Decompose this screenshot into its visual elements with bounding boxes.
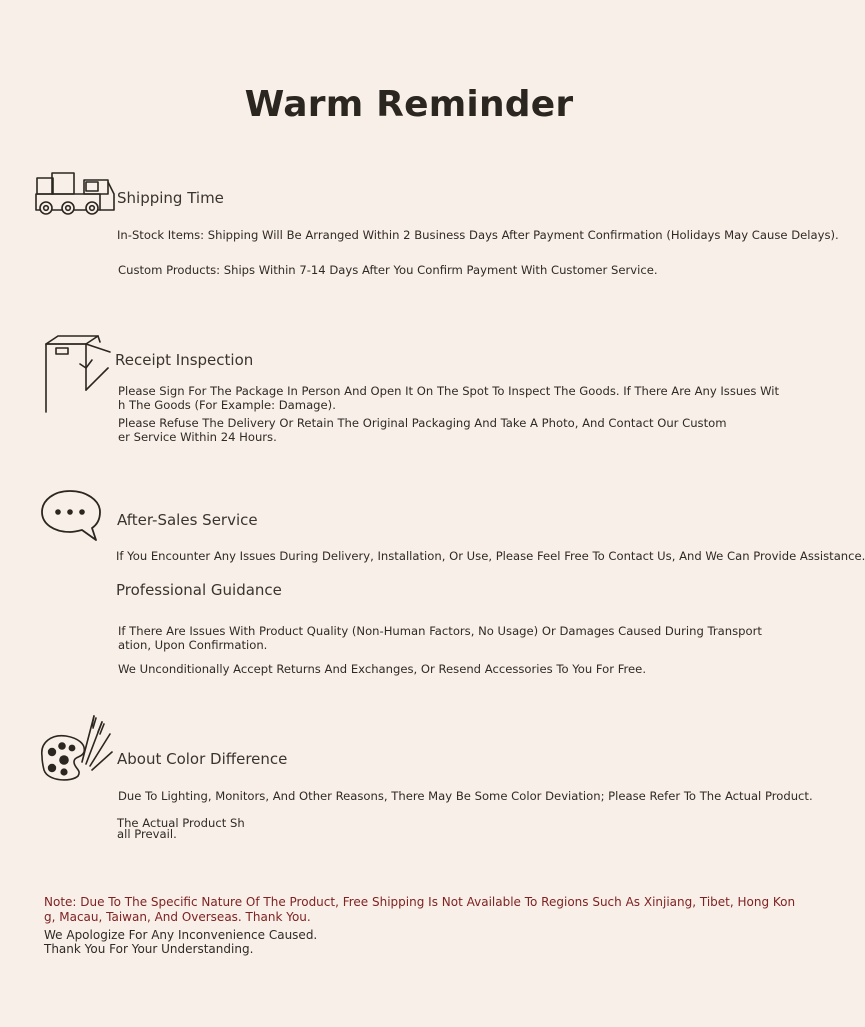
receipt-line-1: Please Sign For The Package In Person And Open It On The Spot To Inspect The Goods. If There Are Any Issues Wit — [118, 384, 780, 398]
apology-text — [44, 928, 317, 956]
shipping-line-1: In-Stock Items: Shipping Will Be Arranged Within 2 Business Days After Payment Confirmation (Holidays May Cause Delays). — [117, 228, 839, 242]
color-line-1: Due To Lighting, Monitors, And Other Reasons, There May Be Some Color Deviation; Please Refer To The Actual Product. — [118, 789, 813, 803]
apology-line-1: We Apologize For Any Inconvenience Caused. — [44, 928, 318, 942]
receipt-line-2: h The Goods (For Example: Damage). — [118, 398, 336, 412]
section-heading-shipping: Shipping Time — [117, 189, 224, 207]
color-line-2: The Actual Product Sh — [117, 816, 245, 830]
guidance-line-1: If There Are Issues With Product Quality (Non-Human Factors, No Usage) Or Damages Caused During Transport — [118, 624, 762, 638]
note-line-2: g, Macau, Taiwan, And Overseas. Thank You. — [44, 910, 311, 924]
guidance-line-2: ation, Upon Confirmation. — [118, 638, 268, 652]
receipt-line-4: er Service Within 24 Hours. — [118, 430, 277, 444]
section-heading-color: About Color Difference — [117, 750, 288, 768]
apology-line-2: Thank You For Your Understanding. — [44, 942, 254, 956]
shipping-line-2: Custom Products: Ships Within 7-14 Days After You Confirm Payment With Customer Service. — [118, 263, 658, 277]
truck-icon — [34, 170, 120, 218]
shipping-note — [44, 895, 796, 925]
guidance-line-3: We Unconditionally Accept Returns And Exchanges, Or Resend Accessories To You For Free. — [118, 662, 646, 676]
section-heading-after-sales: After-Sales Service — [117, 511, 258, 529]
receipt-line-3: Please Refuse The Delivery Or Retain The Original Packaging And Take A Photo, And Contact Our Custom — [118, 416, 727, 430]
color-line-3: all Prevail. — [117, 827, 177, 841]
box-icon — [40, 334, 114, 414]
note-line-1: Note: Due To The Specific Nature Of The Product, Free Shipping Is Not Available To Regions Such As Xinjiang, Tibet, Hong Kon — [44, 895, 796, 909]
page-title: Warm Reminder — [244, 84, 574, 125]
after-sales-line-1: If You Encounter Any Issues During Delivery, Installation, Or Use, Please Feel Free To Contact Us, And We Can Provide Assistance. — [116, 549, 865, 563]
chat-bubble-icon — [40, 488, 104, 544]
section-subheading-guidance: Professional Guidance — [116, 581, 282, 599]
palette-icon — [38, 712, 116, 784]
section-heading-receipt: Receipt Inspection — [115, 351, 254, 369]
